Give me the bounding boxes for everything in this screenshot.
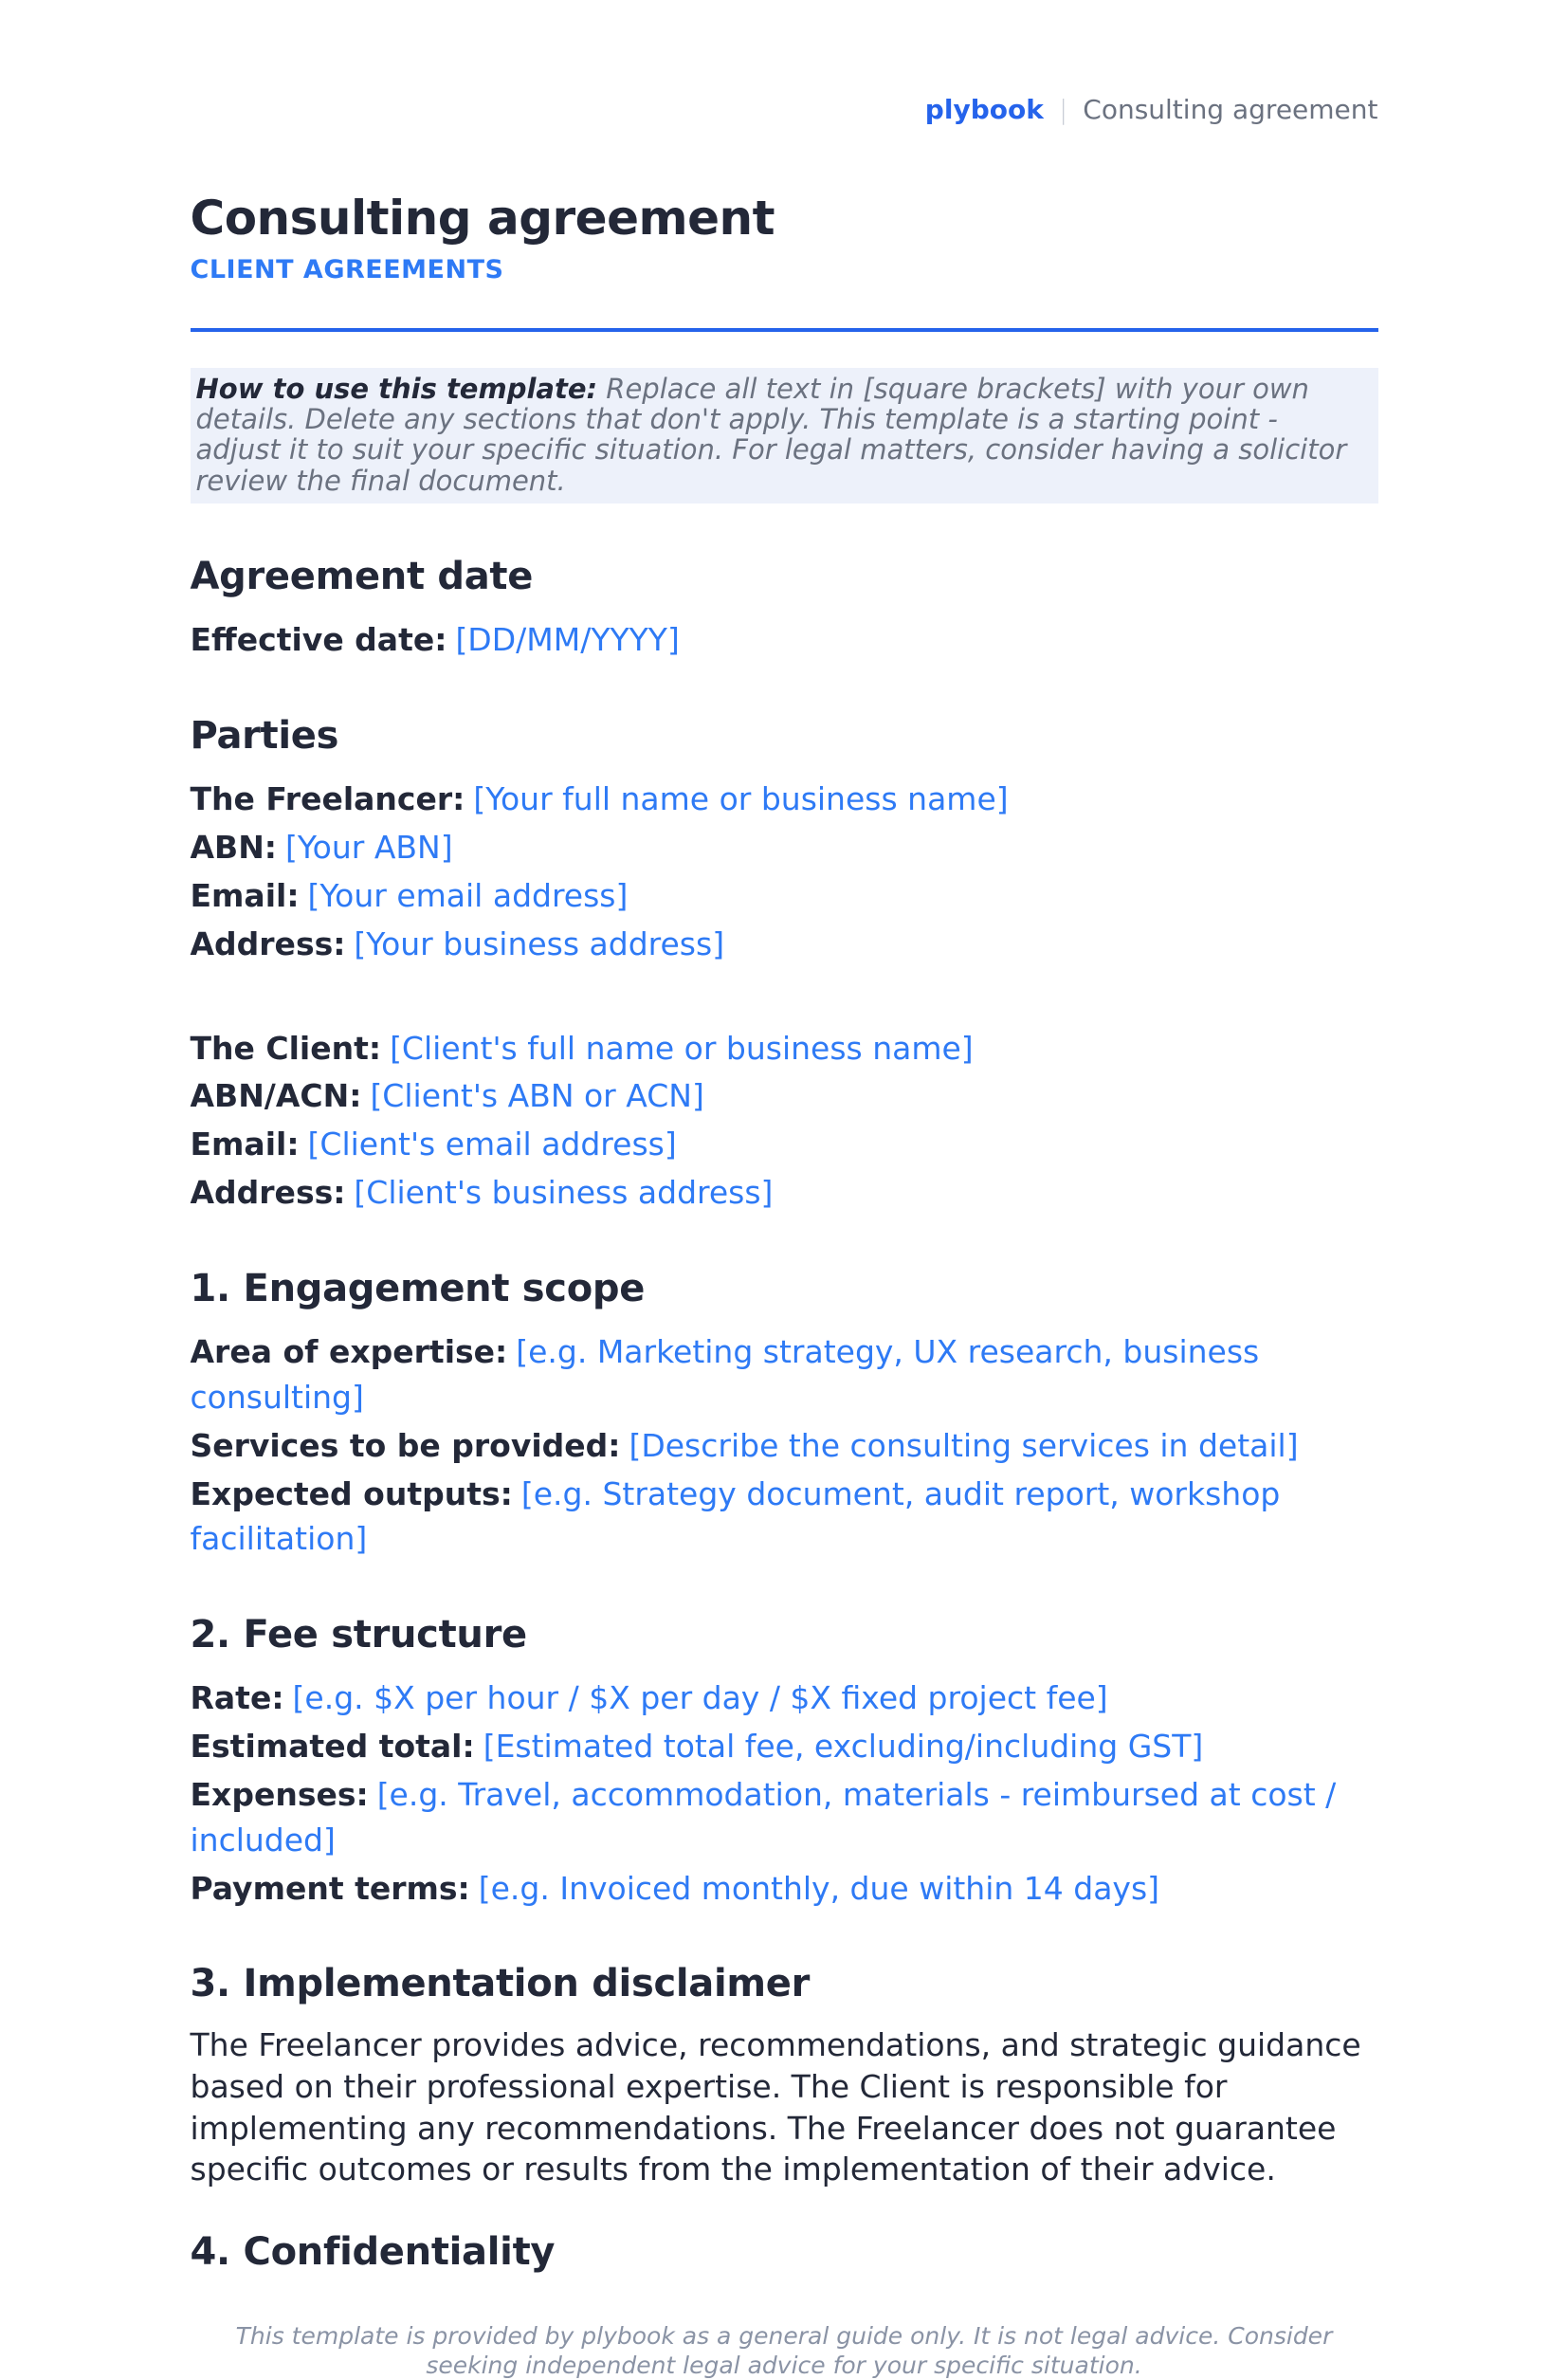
field-label: ABN: [190, 829, 278, 867]
field-value-placeholder: [Client's ABN or ACN] [370, 1077, 704, 1115]
usage-notice [191, 368, 1378, 504]
brand-logo: plybook [924, 94, 1044, 125]
field-value-placeholder: [Describe the consulting services in detail] [629, 1426, 1299, 1464]
field-label: Expected outputs: [190, 1474, 513, 1512]
field-label: Area of expertise: [190, 1332, 508, 1370]
field-client-email [191, 1122, 1378, 1167]
header-separator: | [1058, 94, 1068, 125]
field-value-placeholder: [Estimated total fee, excluding/including GST] [483, 1728, 1204, 1766]
field-label: The Freelancer: [190, 780, 465, 818]
header-doc-name: Consulting agreement [1083, 94, 1378, 125]
field-value-placeholder: [e.g. Travel, accommodation, materials - reimbursed at cost / included] [190, 1775, 1337, 1858]
field-value-placeholder: [Your ABN] [285, 829, 453, 867]
section-heading-fee-structure: 2. Fee structure [190, 1613, 527, 1657]
field-expenses [191, 1772, 1378, 1863]
field-label: Estimated total: [190, 1728, 475, 1766]
field-freelancer-email [191, 873, 1378, 919]
field-label: The Client: [190, 1029, 382, 1067]
disclaimer-paragraph: The Freelancer provides advice, recommendations, and strategic guidance based on their professional expertise. The Client is responsible for implementing any recommendations. The Freelancer does not guarantee specific outcomes or results from the implementation of their advice. [190, 2026, 1361, 2188]
field-label: Address: [190, 925, 346, 962]
field-value-placeholder: [e.g. $X per hour / $X per day / $X fixed project fee] [292, 1679, 1108, 1717]
field-value-placeholder: [Client's business address] [354, 1174, 774, 1212]
field-label: Email: [190, 1126, 300, 1163]
field-label: Address: [190, 1174, 346, 1212]
field-value-placeholder: [e.g. Invoiced monthly, due within 14 days] [478, 1869, 1160, 1907]
section-heading-confidentiality: 4. Confidentiality [190, 2229, 556, 2274]
field-area-of-expertise [191, 1329, 1378, 1420]
field-value-placeholder: [Your email address] [307, 876, 629, 914]
field-client-name [191, 1026, 1378, 1071]
field-value-placeholder: [DD/MM/YYYY] [455, 621, 680, 659]
field-label: Email: [190, 876, 300, 914]
field-label: ABN/ACN: [190, 1077, 362, 1115]
field-label: Rate: [190, 1679, 284, 1717]
field-value-placeholder: [e.g. Marketing strategy, UX research, business consulting] [190, 1332, 1260, 1416]
section-heading-implementation-disclaimer: 3. Implementation disclaimer [190, 1962, 811, 2006]
field-label: Expenses: [190, 1775, 369, 1813]
field-client-address [191, 1170, 1378, 1216]
footer-disclaimer: This template is provided by plybook as a general guide only. It is not legal advice. Consider seeking independent legal advice for your specific situation. [235, 2321, 1333, 2379]
field-rate [191, 1675, 1378, 1721]
field-freelancer-abn [191, 825, 1378, 870]
category-label: CLIENT AGREEMENTS [190, 254, 504, 284]
field-freelancer-name [191, 777, 1378, 822]
section-heading-agreement-date: Agreement date [190, 555, 534, 599]
section-heading-engagement-scope: 1. Engagement scope [190, 1266, 646, 1310]
field-expected-outputs [191, 1472, 1378, 1563]
notice-label: How to use this template: [195, 372, 598, 405]
party-client-block [191, 1026, 1378, 1216]
page-header [191, 93, 1378, 127]
page-title: Consulting agreement [190, 191, 775, 246]
field-label: Services to be provided: [190, 1426, 621, 1464]
party-freelancer-block [191, 777, 1378, 966]
field-label: Effective date: [190, 621, 447, 659]
field-freelancer-address [191, 922, 1378, 967]
field-value-placeholder: [Your business address] [354, 925, 725, 962]
field-value-placeholder: [Client's full name or business name] [390, 1029, 974, 1067]
field-payment-terms [191, 1866, 1378, 1912]
section-heading-parties: Parties [190, 714, 339, 759]
field-value-placeholder: [e.g. Strategy document, audit report, workshop facilitation] [190, 1474, 1281, 1558]
field-client-abn-acn [191, 1073, 1378, 1119]
field-value-placeholder: [Your full name or business name] [473, 780, 1009, 818]
field-effective-date [191, 617, 1378, 663]
divider-rule [191, 328, 1378, 332]
notice-text: Replace all text in [square brackets] with your own details. Delete any sections that don't apply. This template is a starting point - adjust it to suit your specific situation. For legal matters, consider having a solicitor review the final document. [195, 372, 1347, 497]
field-label: Payment terms: [190, 1869, 470, 1907]
document-page [191, 0, 1378, 2380]
field-estimated-total [191, 1724, 1378, 1769]
field-services-provided [191, 1423, 1378, 1469]
field-value-placeholder: [Client's email address] [307, 1126, 677, 1163]
